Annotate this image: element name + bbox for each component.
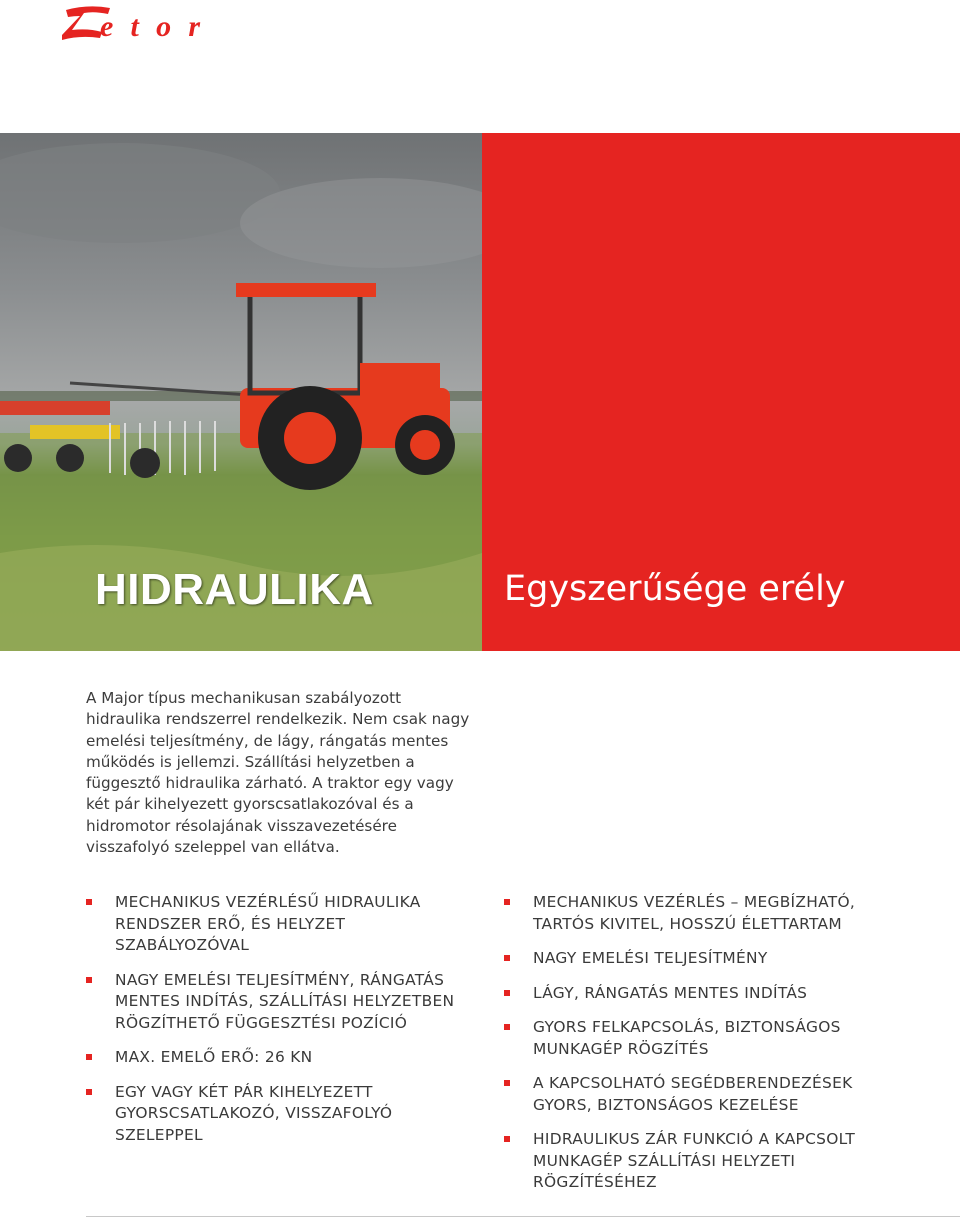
bullet-square-icon <box>504 990 510 996</box>
bullet-square-icon <box>86 1089 92 1095</box>
bullet-square-icon <box>86 899 92 905</box>
list-item: MAX. EMELŐ ERŐ: 26 KN <box>86 1047 456 1069</box>
features-list-right <box>504 892 904 1207</box>
svg-text:etor: etor <box>100 10 200 43</box>
bullet-square-icon <box>86 977 92 983</box>
bullet-square-icon <box>504 1136 510 1142</box>
list-item: HIDRAULIKUS ZÁR FUNKCIÓ A KAPCSOLT MUNKAGÉP SZÁLLÍTÁSI HELYZETI RÖGZÍTÉSÉHEZ <box>504 1129 904 1194</box>
bullet-square-icon <box>504 899 510 905</box>
bullet-square-icon <box>504 1080 510 1086</box>
list-item: GYORS FELKAPCSOLÁS, BIZTONSÁGOS MUNKAGÉP RÖGZÍTÉS <box>504 1017 904 1060</box>
intro-paragraph: A Major típus mechanikusan szabályozott hidraulika rendszerrel rendelkezik. Nem csak nagy emelési teljesítmény, de lágy, rángatás mentes működés is jellemzi. Szállítási helyzetben a függesztő hidraulika zárható. A traktor egy vagy két pár kihelyezett gyorscsatlakozóval és a hidromotor résolajának visszavezetésére visszafolyó szeleppel van ellátva. <box>86 689 470 857</box>
bullet-square-icon <box>86 1054 92 1060</box>
section-title: HIDRAULIKA <box>95 565 374 614</box>
tractor-with-rotary-rake-photo <box>0 133 482 651</box>
list-item: EGY VAGY KÉT PÁR KIHELYEZETT GYORSCSATLAKOZÓ, VISSZAFOLYÓ SZELEPPEL <box>86 1082 456 1147</box>
title-panel <box>482 133 960 651</box>
footer-divider <box>86 1216 960 1217</box>
section-subtitle: Egyszerűsége erély <box>504 569 846 609</box>
hero-banner <box>0 133 960 651</box>
bullet-square-icon <box>504 955 510 961</box>
zetor-logo <box>58 2 208 50</box>
list-item: MECHANIKUS VEZÉRLÉSŰ HIDRAULIKA RENDSZER ERŐ, ÉS HELYZET SZABÁLYOZÓVAL <box>86 892 456 957</box>
list-item: NAGY EMELÉSI TELJESÍTMÉNY <box>504 948 904 970</box>
list-item: LÁGY, RÁNGATÁS MENTES INDÍTÁS <box>504 983 904 1005</box>
list-item: NAGY EMELÉSI TELJESÍTMÉNY, RÁNGATÁS MENTES INDÍTÁS, SZÁLLÍTÁSI HELYZETBEN RÖGZÍTHETŐ FÜGGESZTÉSI POZÍCIÓ <box>86 970 456 1035</box>
features-list-left <box>86 892 456 1159</box>
list-item: MECHANIKUS VEZÉRLÉS – MEGBÍZHATÓ, TARTÓS KIVITEL, HOSSZÚ ÉLETTARTAM <box>504 892 904 935</box>
list-item: A KAPCSOLHATÓ SEGÉDBERENDEZÉSEK GYORS, BIZTONSÁGOS KEZELÉSE <box>504 1073 904 1116</box>
bullet-square-icon <box>504 1024 510 1030</box>
